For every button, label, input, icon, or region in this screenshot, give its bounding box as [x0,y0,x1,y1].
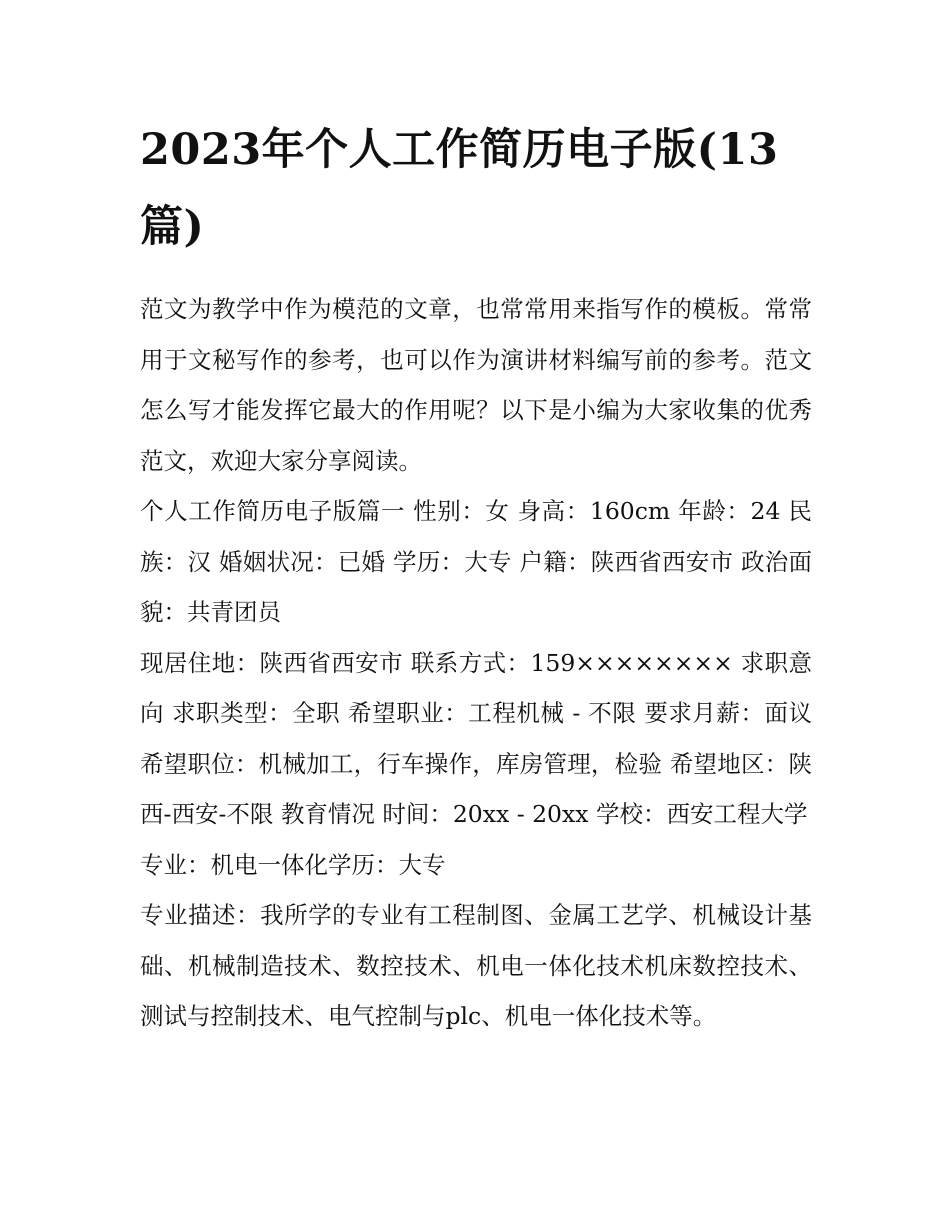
document-title: 2023年个人工作简历电子版(13篇) [140,125,779,252]
document-page [140,112,812,1042]
major-description-paragraph: 专业描述：我所学的专业有工程制图、金属工艺学、机械设计基础、机械制造技术、数控技术、机电一体化技术机床数控技术、测试与控制技术、电气控制与plc、机电一体化技术等。 [140,901,812,1030]
intro-paragraph: 范文为教学中作为模范的文章，也常常用来指写作的模板。常常用于文秘写作的参考，也可以作为演讲材料编写前的参考。范文怎么写才能发挥它最大的作用呢？以下是小编为大家收集的优秀范文，欢迎大家分享阅读。 [140,295,812,475]
document-body [140,284,812,1042]
personal-info-paragraph: 个人工作简历电子版篇一 性别：女 身高：160cm 年龄：24 民族：汉 婚姻状况：已婚 学历：大专 户籍：陕西省西安市 政治面貌：共青团员 [140,497,812,626]
residence-job-paragraph: 现居住地：陕西省西安市 联系方式：159×××××××× 求职意向 求职类型：全职 希望职业：工程机械 - 不限 要求月薪：面议 希望职位：机械加工，行车操作，库房管理，检验 希望地区：陕西-西安-不限 教育情况 时间：20xx - 20xx 学校：西安工程大学 [140,648,812,828]
major-paragraph: 专业：机电一体化学历：大专 [140,850,446,879]
